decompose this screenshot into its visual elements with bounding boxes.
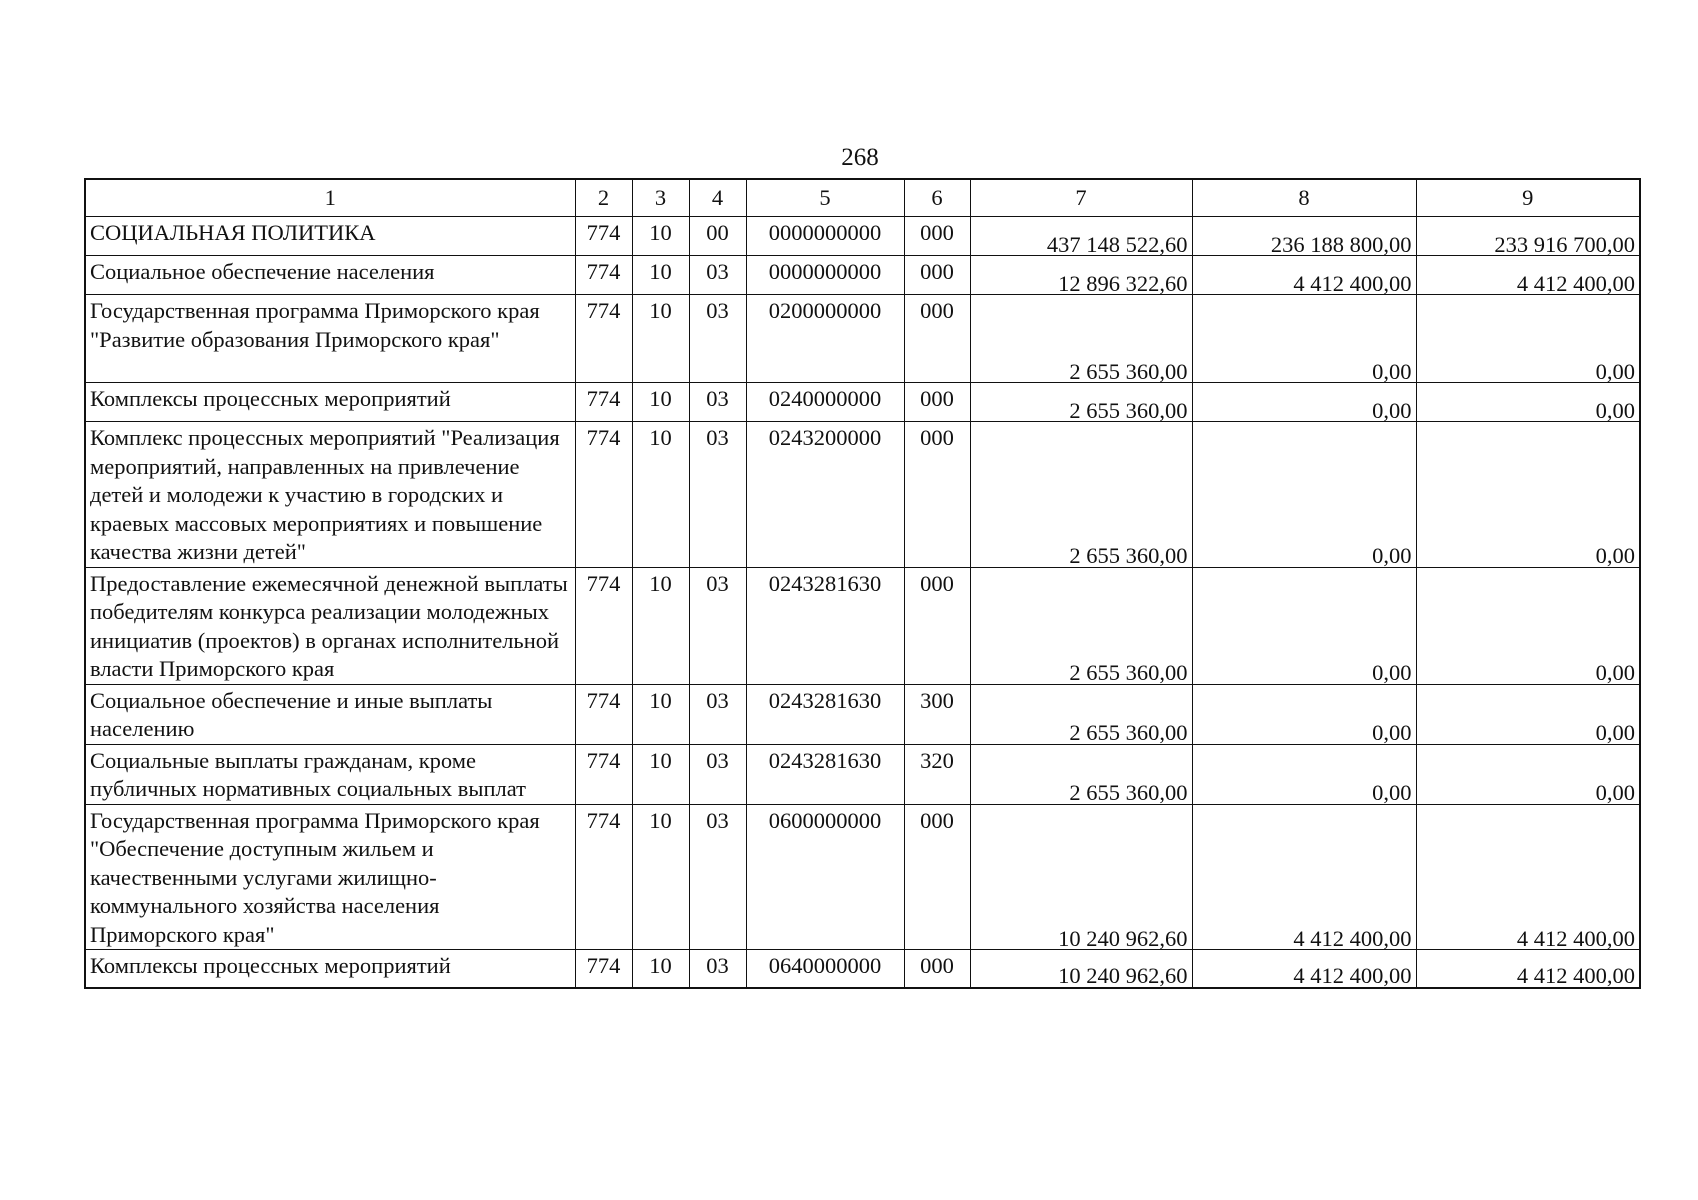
cell-col2: 774 bbox=[575, 950, 632, 988]
cell-col8 bbox=[1192, 804, 1416, 950]
table-row bbox=[85, 383, 1640, 422]
cell-col7 bbox=[970, 684, 1192, 744]
page-number: 268 bbox=[841, 144, 879, 171]
cell-col4: 03 bbox=[689, 950, 746, 988]
amount-value: 233 916 700,00 bbox=[1494, 231, 1635, 256]
table-row bbox=[85, 295, 1640, 383]
cell-col7 bbox=[970, 950, 1192, 988]
cell-col2: 774 bbox=[575, 422, 632, 568]
cell-col4: 00 bbox=[689, 217, 746, 256]
cell-col3: 10 bbox=[632, 744, 689, 804]
cell-col8 bbox=[1192, 422, 1416, 568]
cell-col6: 000 bbox=[904, 804, 970, 950]
cell-col8 bbox=[1192, 744, 1416, 804]
cell-col6: 000 bbox=[904, 422, 970, 568]
amount-value: 0,00 bbox=[1372, 543, 1412, 567]
amount-value: 0,00 bbox=[1372, 660, 1412, 684]
amount-value: 0,00 bbox=[1595, 397, 1635, 422]
cell-col2: 774 bbox=[575, 383, 632, 422]
cell-col5: 0000000000 bbox=[746, 256, 904, 295]
row-name: Комплексы процессных мероприятий bbox=[85, 383, 575, 422]
amount-value: 0,00 bbox=[1595, 720, 1635, 744]
cell-col5: 0000000000 bbox=[746, 217, 904, 256]
cell-col9 bbox=[1416, 567, 1640, 684]
column-header: 6 bbox=[904, 179, 970, 217]
row-name: Социальные выплаты гражданам, кроме публичных нормативных социальных выплат bbox=[85, 744, 575, 804]
amount-value: 0,00 bbox=[1595, 358, 1635, 383]
amount-value: 0,00 bbox=[1595, 543, 1635, 567]
cell-col3: 10 bbox=[632, 567, 689, 684]
table-row bbox=[85, 744, 1640, 804]
cell-col3: 10 bbox=[632, 804, 689, 950]
amount-value: 10 240 962,60 bbox=[1058, 925, 1188, 950]
cell-col5: 0240000000 bbox=[746, 383, 904, 422]
amount-value: 4 412 400,00 bbox=[1516, 925, 1635, 950]
cell-col9 bbox=[1416, 744, 1640, 804]
amount-value: 0,00 bbox=[1595, 780, 1635, 804]
cell-col2: 774 bbox=[575, 804, 632, 950]
amount-value: 4 412 400,00 bbox=[1293, 963, 1412, 988]
row-name: Социальное обеспечение и иные выплаты населению bbox=[85, 684, 575, 744]
cell-col2: 774 bbox=[575, 256, 632, 295]
column-header: 5 bbox=[746, 179, 904, 217]
cell-col6: 000 bbox=[904, 256, 970, 295]
amount-value: 4 412 400,00 bbox=[1516, 963, 1635, 988]
amount-value: 2 655 360,00 bbox=[1069, 720, 1188, 744]
cell-col3: 10 bbox=[632, 217, 689, 256]
cell-col4: 03 bbox=[689, 256, 746, 295]
amount-value: 10 240 962,60 bbox=[1058, 963, 1188, 988]
table-row bbox=[85, 256, 1640, 295]
cell-col9 bbox=[1416, 684, 1640, 744]
amount-value: 2 655 360,00 bbox=[1069, 358, 1188, 383]
amount-value: 236 188 800,00 bbox=[1270, 231, 1412, 256]
row-name: Предоставление ежемесячной денежной выплаты победителям конкурса реализации молодежных инициатив (проектов) в органах исполнительной власти Приморского края bbox=[85, 567, 575, 684]
cell-col5: 0640000000 bbox=[746, 950, 904, 988]
cell-col2: 774 bbox=[575, 567, 632, 684]
row-name: Социальное обеспечение населения bbox=[85, 256, 575, 295]
amount-value: 2 655 360,00 bbox=[1069, 780, 1188, 804]
table-row bbox=[85, 422, 1640, 568]
amount-value: 2 655 360,00 bbox=[1069, 660, 1188, 684]
cell-col8 bbox=[1192, 295, 1416, 383]
cell-col9 bbox=[1416, 804, 1640, 950]
cell-col8 bbox=[1192, 383, 1416, 422]
cell-col6: 000 bbox=[904, 295, 970, 383]
cell-col9 bbox=[1416, 950, 1640, 988]
column-header: 2 bbox=[575, 179, 632, 217]
table-row bbox=[85, 217, 1640, 256]
cell-col2: 774 bbox=[575, 684, 632, 744]
cell-col7 bbox=[970, 383, 1192, 422]
cell-col2: 774 bbox=[575, 295, 632, 383]
column-header: 4 bbox=[689, 179, 746, 217]
cell-col2: 774 bbox=[575, 217, 632, 256]
row-name: СОЦИАЛЬНАЯ ПОЛИТИКА bbox=[85, 217, 575, 256]
cell-col9 bbox=[1416, 217, 1640, 256]
cell-col8 bbox=[1192, 217, 1416, 256]
cell-col6: 000 bbox=[904, 950, 970, 988]
cell-col5: 0243281630 bbox=[746, 684, 904, 744]
amount-value: 4 412 400,00 bbox=[1293, 270, 1412, 295]
cell-col8 bbox=[1192, 567, 1416, 684]
cell-col3: 10 bbox=[632, 295, 689, 383]
cell-col9 bbox=[1416, 422, 1640, 568]
cell-col5: 0600000000 bbox=[746, 804, 904, 950]
cell-col4: 03 bbox=[689, 567, 746, 684]
amount-value: 0,00 bbox=[1372, 397, 1412, 422]
cell-col6: 000 bbox=[904, 217, 970, 256]
cell-col7 bbox=[970, 295, 1192, 383]
amount-value: 0,00 bbox=[1372, 780, 1412, 804]
cell-col4: 03 bbox=[689, 744, 746, 804]
cell-col7 bbox=[970, 804, 1192, 950]
budget-table bbox=[84, 178, 1641, 989]
cell-col3: 10 bbox=[632, 256, 689, 295]
amount-value: 2 655 360,00 bbox=[1069, 397, 1188, 422]
column-header: 3 bbox=[632, 179, 689, 217]
table-row bbox=[85, 804, 1640, 950]
table-header-row bbox=[85, 179, 1640, 217]
row-name: Комплекс процессных мероприятий "Реализация мероприятий, направленных на привлечение детей и молодежи к участию в городских и краевых массовых мероприятиях и повышение качества жизни детей" bbox=[85, 422, 575, 568]
cell-col5: 0243281630 bbox=[746, 744, 904, 804]
cell-col7 bbox=[970, 256, 1192, 295]
row-name: Комплексы процессных мероприятий bbox=[85, 950, 575, 988]
amount-value: 0,00 bbox=[1595, 660, 1635, 684]
cell-col8 bbox=[1192, 950, 1416, 988]
cell-col2: 774 bbox=[575, 744, 632, 804]
table-row bbox=[85, 684, 1640, 744]
cell-col9 bbox=[1416, 383, 1640, 422]
cell-col3: 10 bbox=[632, 684, 689, 744]
cell-col6: 320 bbox=[904, 744, 970, 804]
amount-value: 12 896 322,60 bbox=[1058, 270, 1188, 295]
table-row bbox=[85, 567, 1640, 684]
cell-col6: 000 bbox=[904, 567, 970, 684]
amount-value: 4 412 400,00 bbox=[1293, 925, 1412, 950]
column-header: 1 bbox=[85, 179, 575, 217]
column-header: 8 bbox=[1192, 179, 1416, 217]
cell-col5: 0200000000 bbox=[746, 295, 904, 383]
cell-col5: 0243281630 bbox=[746, 567, 904, 684]
cell-col4: 03 bbox=[689, 422, 746, 568]
cell-col3: 10 bbox=[632, 383, 689, 422]
cell-col4: 03 bbox=[689, 684, 746, 744]
cell-col6: 300 bbox=[904, 684, 970, 744]
cell-col4: 03 bbox=[689, 804, 746, 950]
row-name: Государственная программа Приморского края "Развитие образования Приморского края" bbox=[85, 295, 575, 383]
cell-col9 bbox=[1416, 295, 1640, 383]
cell-col7 bbox=[970, 567, 1192, 684]
cell-col7 bbox=[970, 744, 1192, 804]
table-row bbox=[85, 950, 1640, 988]
column-header: 7 bbox=[970, 179, 1192, 217]
cell-col3: 10 bbox=[632, 422, 689, 568]
amount-value: 4 412 400,00 bbox=[1516, 270, 1635, 295]
cell-col8 bbox=[1192, 684, 1416, 744]
cell-col7 bbox=[970, 422, 1192, 568]
cell-col7 bbox=[970, 217, 1192, 256]
column-header: 9 bbox=[1416, 179, 1640, 217]
cell-col6: 000 bbox=[904, 383, 970, 422]
cell-col8 bbox=[1192, 256, 1416, 295]
amount-value: 0,00 bbox=[1372, 358, 1412, 383]
row-name: Государственная программа Приморского края "Обеспечение доступным жильем и качественными услугами жилищно-коммунального хозяйства населения Приморского края" bbox=[85, 804, 575, 950]
amount-value: 437 148 522,60 bbox=[1046, 231, 1188, 256]
amount-value: 2 655 360,00 bbox=[1069, 543, 1188, 567]
amount-value: 0,00 bbox=[1372, 720, 1412, 744]
cell-col3: 10 bbox=[632, 950, 689, 988]
cell-col4: 03 bbox=[689, 383, 746, 422]
cell-col4: 03 bbox=[689, 295, 746, 383]
cell-col5: 0243200000 bbox=[746, 422, 904, 568]
cell-col9 bbox=[1416, 256, 1640, 295]
